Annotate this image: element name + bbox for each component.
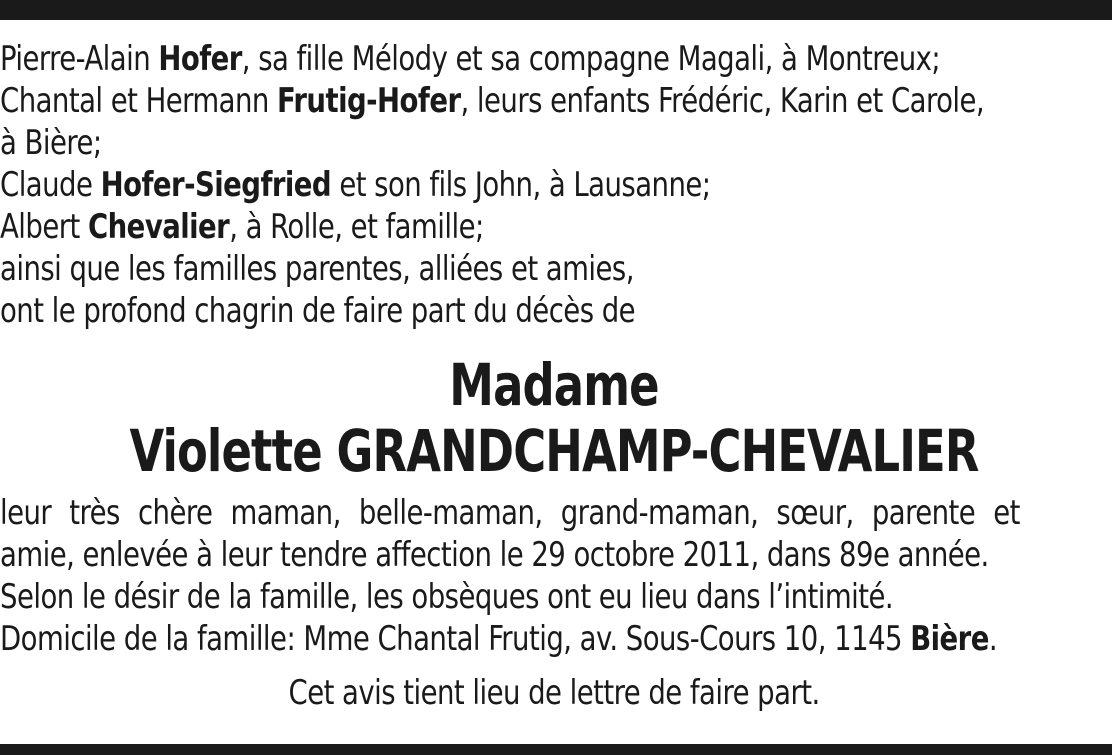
details-line (0, 618, 997, 660)
family-line: à Bière; (0, 123, 102, 163)
family-line-text: et son fils John, à Lausanne; (331, 165, 711, 205)
address-text: . (988, 619, 998, 659)
family-line-text: Pierre-Alain (0, 39, 159, 79)
family-line-text: , sa fille Mélody et sa compagne Magali, à Montreux; (241, 39, 941, 79)
details-line: leur très chère maman, belle-maman, grand-maman, sœur, parente et (0, 493, 1020, 533)
closing-note (0, 672, 1108, 714)
top-border-rule (0, 0, 1112, 20)
family-line: ainsi que les familles parentes, alliées et amies, (0, 249, 634, 289)
family-name: Chevalier (87, 207, 230, 247)
family-line-text: Claude (0, 165, 101, 205)
family-line-text: Albert (0, 207, 88, 247)
details-line: amie, enlevée à leur tendre affection le 29 octobre 2011, dans 89e année. (0, 535, 989, 575)
family-line (0, 164, 997, 206)
death-notice (0, 38, 1108, 714)
closing-text: Cet avis tient lieu de lettre de faire part. (288, 673, 820, 713)
deceased-heading (0, 352, 1108, 484)
details-line: Selon le désir de la famille, les obsèques ont eu lieu dans l’intimité. (0, 577, 894, 617)
family-line-text: , à Rolle, et famille; (229, 207, 484, 247)
address-text: Domicile de la famille: Mme Chantal Frutig, av. Sous-Cours 10, 1145 (0, 619, 911, 659)
deceased-title: Madame (449, 351, 659, 419)
family-name: Frutig-Hofer (277, 81, 461, 121)
address-town: Bière (910, 619, 989, 659)
family-line (0, 38, 997, 80)
deceased-name: Violette GRANDCHAMP-CHEVALIER (129, 417, 979, 485)
family-line: ont le profond chagrin de faire part du décès de (0, 291, 636, 331)
family-line (0, 80, 997, 122)
family-line-text: Chantal et Hermann (0, 81, 278, 121)
notice-details (0, 492, 1108, 660)
family-name: Hofer (158, 39, 242, 79)
family-name: Hofer-Siegfried (100, 165, 332, 205)
family-line (0, 206, 997, 248)
family-announcement (0, 38, 1108, 332)
family-line-text: , leurs enfants Frédéric, Karin et Carole, (460, 81, 985, 121)
bottom-border-rule (0, 744, 1112, 755)
